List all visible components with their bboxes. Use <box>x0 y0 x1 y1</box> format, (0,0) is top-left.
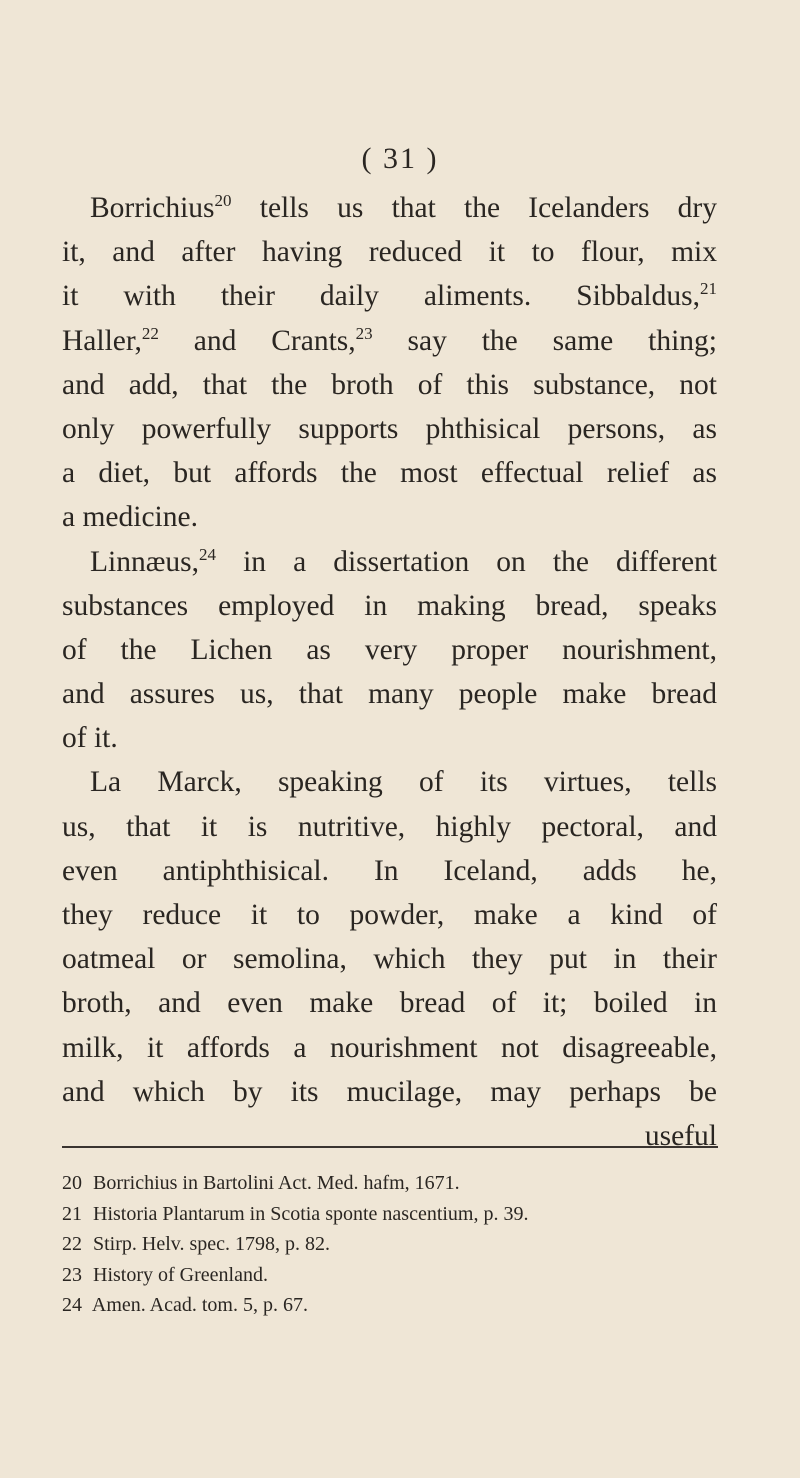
text-line <box>62 981 717 1025</box>
text-run: broth, and even make bread of it; boiled in <box>62 987 717 1020</box>
footnote-text: Historia Plantarum in Scotia sponte nascentium, p. 39. <box>88 1202 529 1225</box>
text-run: us, that it is nutritive, highly pectoral, and <box>62 810 717 843</box>
page-number: ( 31 ) <box>361 142 439 175</box>
footnote-marker: 22 <box>141 323 159 343</box>
text-run: they reduce it to powder, make a kind of <box>62 899 717 931</box>
text-run: tells us that the Icelanders dry <box>231 192 717 224</box>
footnotes <box>62 1168 718 1321</box>
text-line <box>62 584 717 628</box>
footnote-number: 24 <box>62 1294 82 1316</box>
text-line <box>62 716 717 760</box>
text-run: say the same thing; <box>372 324 717 357</box>
text-run: Borrichius <box>90 192 215 224</box>
text-run: it, and after having reduced it to flour, mix <box>62 236 717 269</box>
text-line <box>62 937 717 981</box>
footnote-marker: 21 <box>700 279 717 299</box>
text-run: a diet, but affords the most effectual relief as <box>62 457 717 490</box>
text-run: of it. <box>62 722 118 755</box>
text-run: of the Lichen as very proper nourishment, <box>62 633 717 666</box>
footnote <box>62 1229 718 1260</box>
text-line <box>62 893 717 937</box>
text-line <box>62 1070 717 1114</box>
footnote <box>62 1290 718 1321</box>
text-line <box>62 672 717 716</box>
body-text <box>62 186 717 1158</box>
text-line <box>62 1114 717 1158</box>
text-run: oatmeal or semolina, which they put in their <box>62 943 717 976</box>
text-run: useful <box>644 1119 717 1152</box>
text-run: Haller, <box>62 324 142 357</box>
text-line <box>62 628 717 672</box>
text-run: and Crants, <box>158 324 356 357</box>
footnote-marker: 20 <box>214 191 232 210</box>
text-run: it with their daily aliments. Sibbaldus, <box>62 280 700 313</box>
text-line <box>62 274 717 318</box>
text-run: in a dissertation on the different <box>216 545 717 578</box>
text-run: and assures us, that many people make bread <box>62 678 717 711</box>
footnote-number: 22 <box>62 1233 82 1255</box>
text-run: La Marck, speaking of its virtues, tells <box>90 766 717 799</box>
text-line <box>62 319 717 363</box>
footnote-text: History of Greenland. <box>88 1263 268 1286</box>
text-run: milk, it affords a nourishment not disagreeable, <box>62 1031 717 1064</box>
text-run: even antiphthisical. In Iceland, adds he, <box>62 854 717 887</box>
text-run: and add, that the broth of this substance, not <box>62 368 717 401</box>
footnote-marker: 23 <box>355 323 373 343</box>
footnote-number: 23 <box>62 1263 82 1286</box>
footnote-text: Borrichius in Bartolini Act. Med. hafm, 1671. <box>88 1172 460 1194</box>
text-line <box>62 805 717 849</box>
footnote-rule <box>62 1146 718 1148</box>
text-line <box>62 451 717 495</box>
footnote-text: Stirp. Helv. spec. 1798, p. 82. <box>88 1233 331 1255</box>
text-run: only powerfully supports phthisical persons, as <box>62 412 717 445</box>
text-line <box>62 495 717 539</box>
text-line <box>62 186 717 230</box>
footnote-number: 20 <box>62 1172 82 1194</box>
footnote-marker: 24 <box>199 544 216 564</box>
text-run: substances employed in making bread, speaks <box>62 589 717 622</box>
text-line <box>62 540 717 584</box>
footnote <box>62 1168 718 1199</box>
text-line <box>62 1026 717 1070</box>
text-line <box>62 849 717 893</box>
footnote <box>62 1260 718 1291</box>
text-line <box>62 760 717 804</box>
text-line <box>62 407 717 451</box>
footnote-text: Amen. Acad. tom. 5, p. 67. <box>88 1294 308 1316</box>
text-line <box>62 230 717 274</box>
text-run: Linnæus, <box>90 545 199 578</box>
text-run: and which by its mucilage, may perhaps be <box>62 1075 717 1108</box>
footnote <box>62 1199 718 1230</box>
text-line <box>62 363 717 407</box>
footnote-number: 21 <box>62 1202 82 1225</box>
text-run: a medicine. <box>62 501 198 534</box>
